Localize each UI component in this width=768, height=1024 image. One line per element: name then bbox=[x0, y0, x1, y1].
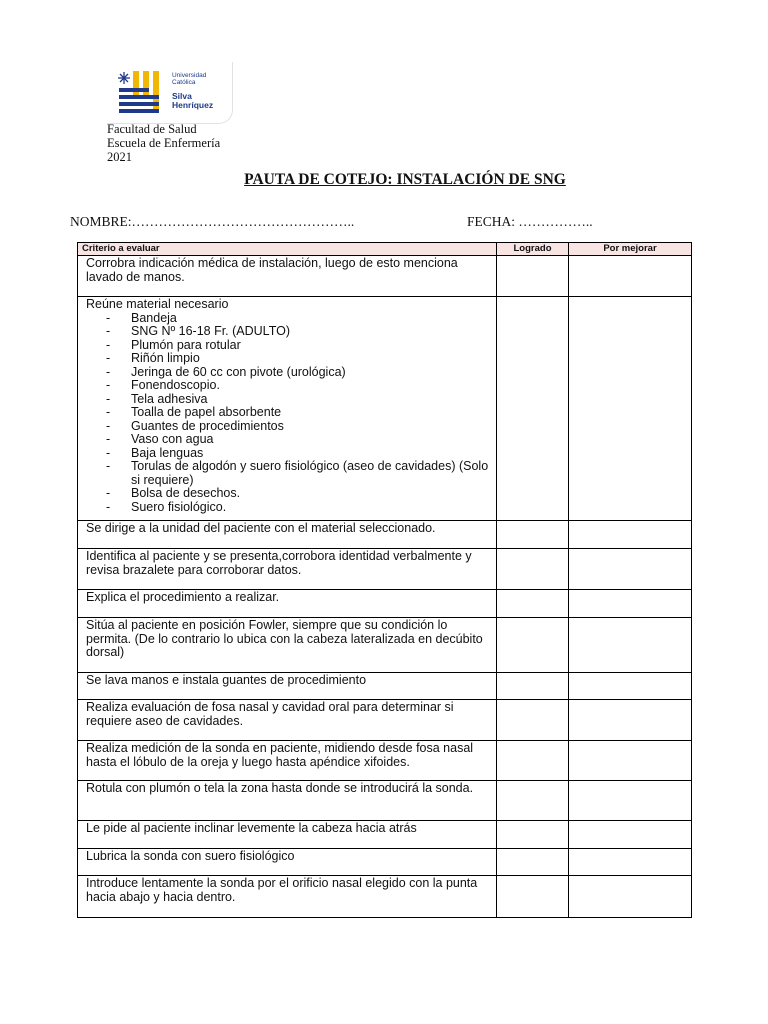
criterion-text: Introduce lentamente la sonda por el orificio nasal elegido con la punta hacia abajo y hacia dentro. bbox=[78, 876, 497, 918]
list-item: - Plumón para rotular bbox=[86, 339, 490, 353]
criterion-text: Realiza medición de la sonda en paciente, midiendo desde fosa nasal hasta el lóbulo de la oreja y luego hasta apéndice xifoides. bbox=[78, 741, 497, 781]
criterion-text: Sitúa al paciente en posición Fowler, siempre que su condición lo permita. (De lo contrario lo ubica con la cabeza lateralizada en decúbito dorsal) bbox=[78, 618, 497, 673]
improve-cell[interactable] bbox=[569, 741, 692, 781]
improve-cell[interactable] bbox=[569, 700, 692, 741]
year: 2021 bbox=[107, 150, 132, 164]
list-item: - Torulas de algodón y suero fisiológico (aseo de cavidades) (Solo si requiere) bbox=[86, 460, 490, 487]
date-field[interactable] bbox=[467, 214, 593, 230]
table-row bbox=[78, 821, 692, 849]
table-row bbox=[78, 256, 692, 297]
improve-cell[interactable] bbox=[569, 297, 692, 521]
name-label: NOMBRE: bbox=[70, 214, 132, 229]
table-row bbox=[78, 297, 692, 521]
date-blank: : …………….. bbox=[511, 214, 593, 229]
table-row bbox=[78, 849, 692, 876]
date-label: FECHA bbox=[467, 214, 512, 229]
achieved-cell[interactable] bbox=[497, 521, 569, 549]
table-header-row bbox=[78, 243, 692, 256]
improve-cell[interactable] bbox=[569, 876, 692, 918]
achieved-cell[interactable] bbox=[497, 700, 569, 741]
table-row bbox=[78, 590, 692, 618]
table-row bbox=[78, 549, 692, 590]
improve-cell[interactable] bbox=[569, 673, 692, 700]
name-blank: ………………………………………….. bbox=[131, 214, 355, 229]
logo-text: Universidad bbox=[172, 72, 207, 79]
list-item: - Riñón limpio bbox=[86, 352, 490, 366]
list-item: - Fonendoscopio. bbox=[86, 379, 490, 393]
page-title: PAUTA DE COTEJO: INSTALACIÓN DE SNG bbox=[244, 171, 566, 188]
list-item: - Bolsa de desechos. bbox=[86, 487, 490, 501]
achieved-cell[interactable] bbox=[497, 590, 569, 618]
criterion-text: Se lava manos e instala guantes de procedimiento bbox=[78, 673, 497, 700]
improve-cell[interactable] bbox=[569, 256, 692, 297]
criterion-text: Le pide al paciente inclinar levemente la cabeza hacia atrás bbox=[78, 821, 497, 849]
logo-text: Silva bbox=[172, 91, 192, 101]
improve-cell[interactable] bbox=[569, 590, 692, 618]
achieved-cell[interactable] bbox=[497, 821, 569, 849]
logo-text: Católica bbox=[172, 79, 196, 86]
criterion-text: Realiza evaluación de fosa nasal y cavidad oral para determinar si requiere aseo de cavidades. bbox=[78, 700, 497, 741]
list-item: - Baja lenguas bbox=[86, 447, 490, 461]
header-achieved: Logrado bbox=[497, 243, 569, 256]
criterion-text: Identifica al paciente y se presenta,corrobora identidad verbalmente y revisa brazalete para corroborar datos. bbox=[78, 549, 497, 590]
table-row bbox=[78, 741, 692, 781]
table-row bbox=[78, 876, 692, 918]
criterion-text: Explica el procedimiento a realizar. bbox=[78, 590, 497, 618]
achieved-cell[interactable] bbox=[497, 876, 569, 918]
faculty-name: Facultad de Salud bbox=[107, 122, 197, 136]
header-criterion: Criterio a evaluar bbox=[78, 243, 497, 256]
achieved-cell[interactable] bbox=[497, 256, 569, 297]
list-item: - Bandeja bbox=[86, 312, 490, 326]
list-item: - SNG Nº 16-18 Fr. (ADULTO) bbox=[86, 325, 490, 339]
improve-cell[interactable] bbox=[569, 618, 692, 673]
table-row bbox=[78, 618, 692, 673]
improve-cell[interactable] bbox=[569, 849, 692, 876]
achieved-cell[interactable] bbox=[497, 673, 569, 700]
table-row bbox=[78, 521, 692, 549]
institution-header bbox=[107, 122, 220, 164]
achieved-cell[interactable] bbox=[497, 781, 569, 821]
achieved-cell[interactable] bbox=[497, 618, 569, 673]
checklist-table bbox=[77, 242, 692, 918]
achieved-cell[interactable] bbox=[497, 849, 569, 876]
criterion-cell bbox=[78, 297, 497, 521]
school-name: Escuela de Enfermería bbox=[107, 136, 221, 150]
criterion-text: Rotula con plumón o tela la zona hasta donde se introducirá la sonda. bbox=[78, 781, 497, 821]
criterion-text: Lubrica la sonda con suero fisiológico bbox=[78, 849, 497, 876]
name-field[interactable] bbox=[70, 214, 354, 230]
criterion-text: Se dirige a la unidad del paciente con el material seleccionado. bbox=[78, 521, 497, 549]
list-item: - Suero fisiológico. bbox=[86, 501, 490, 515]
improve-cell[interactable] bbox=[569, 521, 692, 549]
improve-cell[interactable] bbox=[569, 781, 692, 821]
list-item: - Jeringa de 60 cc con pivote (urológica) bbox=[86, 366, 490, 380]
list-item: - Vaso con agua bbox=[86, 433, 490, 447]
achieved-cell[interactable] bbox=[497, 549, 569, 590]
list-item: - Toalla de papel absorbente bbox=[86, 406, 490, 420]
table-row bbox=[78, 781, 692, 821]
logo-text: Henríquez bbox=[172, 100, 214, 110]
improve-cell[interactable] bbox=[569, 821, 692, 849]
table-row bbox=[78, 673, 692, 700]
table-row bbox=[78, 700, 692, 741]
university-emblem-icon bbox=[117, 68, 169, 120]
list-item: - Tela adhesiva bbox=[86, 393, 490, 407]
header-improve: Por mejorar bbox=[569, 243, 692, 256]
criterion-text: Corrobra indicación médica de instalación, luego de esto menciona lavado de manos. bbox=[78, 256, 497, 297]
materials-list bbox=[86, 312, 490, 515]
achieved-cell[interactable] bbox=[497, 741, 569, 781]
university-logo bbox=[107, 62, 233, 124]
improve-cell[interactable] bbox=[569, 549, 692, 590]
list-item: - Guantes de procedimientos bbox=[86, 420, 490, 434]
achieved-cell[interactable] bbox=[497, 297, 569, 521]
criterion-text: Reúne material necesario bbox=[86, 297, 229, 311]
